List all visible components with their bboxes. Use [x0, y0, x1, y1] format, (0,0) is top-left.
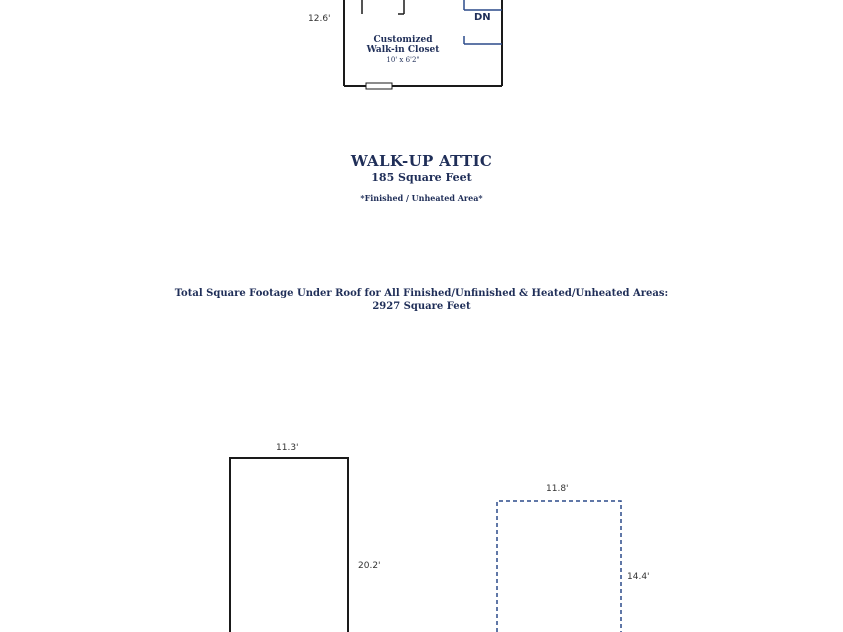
attic-area: 185 Square Feet [371, 171, 472, 184]
stair-down-label: DN [474, 12, 491, 23]
room-right-height-label: 14.4' [627, 572, 650, 582]
attic-note: *Finished / Unheated Area* [360, 193, 483, 203]
room-left-walls [230, 458, 348, 632]
room-right [497, 501, 621, 632]
closet-side-dimension: 12.6' [308, 14, 331, 24]
closet-name-line2: Walk-in Closet [366, 45, 440, 55]
closet-window [366, 83, 392, 89]
room-right-width-label: 11.8' [546, 484, 569, 494]
total-footage-label: Total Square Footage Under Roof for All Finished/Unfinished & Heated/Unheated Areas: [174, 288, 669, 299]
room-left-width-label: 11.3' [276, 443, 299, 453]
room-left-height-label: 20.2' [358, 561, 381, 571]
total-footage-value: 2927 Square Feet [372, 301, 471, 312]
closet-dimensions: 10' x 6'2" [386, 56, 420, 64]
room-right-walls [497, 501, 621, 632]
attic-title: WALK-UP ATTIC [350, 152, 493, 170]
closet-name-line1: Customized [373, 35, 433, 45]
room-left [230, 458, 348, 632]
closet-name [344, 35, 462, 55]
